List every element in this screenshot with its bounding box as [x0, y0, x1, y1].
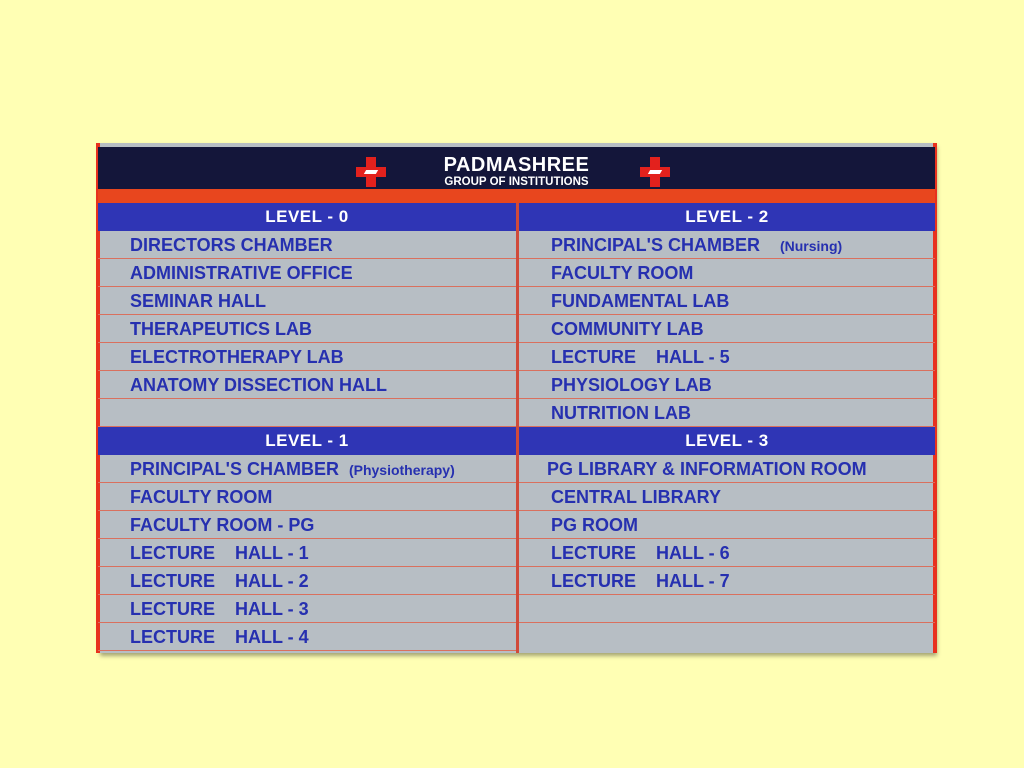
room-name: FACULTY ROOM [551, 263, 694, 283]
left-column [98, 203, 516, 651]
room-name: PHYSIOLOGY LAB [551, 375, 712, 395]
room-name: ANATOMY DISSECTION HALL [130, 375, 388, 395]
room-name: FACULTY ROOM [130, 487, 273, 507]
list-item [519, 287, 935, 315]
list-item [98, 371, 516, 399]
red-cross-icon [640, 157, 670, 187]
list-item [98, 455, 516, 483]
list-item [519, 231, 935, 259]
list-item [98, 315, 516, 343]
list-item [98, 343, 516, 371]
list-item [519, 399, 935, 427]
level-2-list [519, 231, 935, 427]
room-name: LECTURE HALL - 3 [130, 599, 309, 619]
list-item [519, 567, 935, 595]
level-3-heading: LEVEL - 3 [519, 427, 935, 455]
right-column [519, 203, 935, 651]
list-item [98, 595, 516, 623]
list-item [98, 259, 516, 287]
board-header [98, 147, 935, 189]
list-item [98, 511, 516, 539]
list-item [519, 483, 935, 511]
room-name: FUNDAMENTAL LAB [551, 291, 730, 311]
list-item [98, 483, 516, 511]
list-item [519, 259, 935, 287]
room-name: ADMINISTRATIVE OFFICE [130, 263, 353, 283]
room-name: LECTURE HALL - 2 [130, 571, 309, 591]
room-note: (Physiotherapy) [348, 462, 455, 478]
level-3-list [519, 455, 935, 651]
room-name: LECTURE HALL - 4 [130, 627, 309, 647]
list-item [519, 315, 935, 343]
header-accent-strip [98, 189, 935, 203]
blank-row [98, 399, 516, 427]
room-note: (Nursing) [779, 238, 843, 254]
room-name: LECTURE HALL - 5 [551, 347, 730, 367]
list-item [98, 231, 516, 259]
room-name: COMMUNITY LAB [551, 319, 704, 339]
level-1-list [98, 455, 516, 651]
room-name: FACULTY ROOM - PG [130, 515, 315, 535]
directory-board [98, 143, 935, 653]
list-item [519, 343, 935, 371]
room-name: DIRECTORS CHAMBER [130, 235, 333, 255]
list-item [98, 567, 516, 595]
list-item [519, 511, 935, 539]
level-1-heading: LEVEL - 1 [98, 427, 516, 455]
list-item [98, 539, 516, 567]
blank-row [519, 623, 935, 651]
room-name: CENTRAL LIBRARY [551, 487, 721, 507]
list-item [519, 455, 935, 483]
board-title: PADMASHREE [443, 154, 590, 176]
room-name: THERAPEUTICS LAB [130, 319, 313, 339]
level-0-list [98, 231, 516, 427]
list-item [98, 287, 516, 315]
room-name: LECTURE HALL - 6 [551, 543, 730, 563]
room-name: PG LIBRARY & INFORMATION ROOM [547, 459, 867, 479]
blank-row [519, 595, 935, 623]
room-name: NUTRITION LAB [551, 403, 691, 423]
room-name: PG ROOM [551, 515, 639, 535]
level-2-heading: LEVEL - 2 [519, 203, 935, 231]
room-name: LECTURE HALL - 7 [551, 571, 730, 591]
room-name: PRINCIPAL'S CHAMBER [130, 459, 339, 479]
room-name: SEMINAR HALL [130, 291, 266, 311]
room-name: LECTURE HALL - 1 [130, 543, 309, 563]
list-item [98, 623, 516, 651]
room-name: PRINCIPAL'S CHAMBER [551, 235, 760, 255]
list-item [519, 539, 935, 567]
room-name: ELECTROTHERAPY LAB [130, 347, 344, 367]
level-0-heading: LEVEL - 0 [98, 203, 516, 231]
list-item [519, 371, 935, 399]
board-subtitle: GROUP OF INSTITUTIONS [444, 176, 589, 188]
